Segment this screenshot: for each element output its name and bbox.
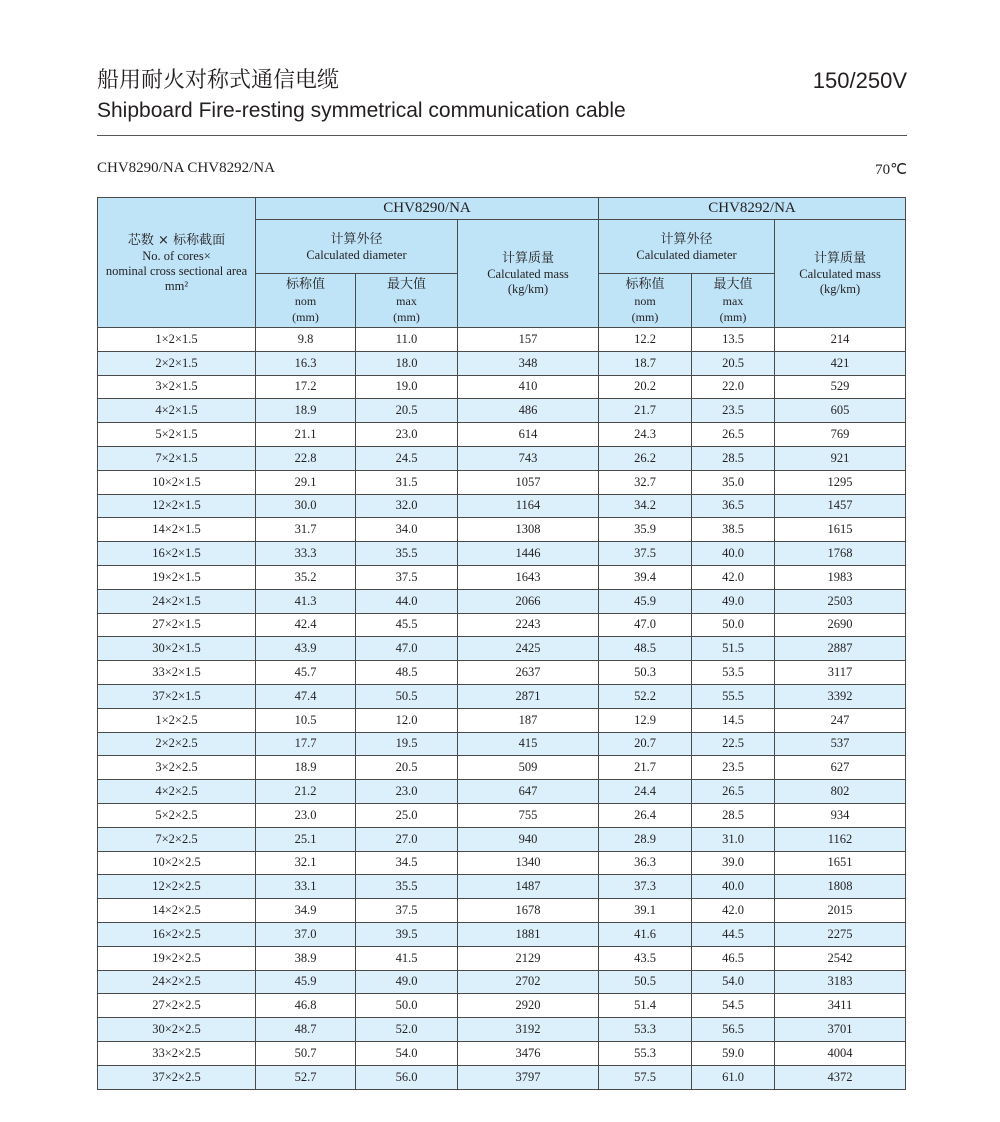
size-cell: 7×2×2.5 xyxy=(98,827,256,851)
mass-8292: 1295 xyxy=(775,470,906,494)
max-diameter-8290: 34.0 xyxy=(356,518,458,542)
mass-8290: 410 xyxy=(458,375,599,399)
size-cell: 2×2×2.5 xyxy=(98,732,256,756)
nom-diameter-8292: 24.3 xyxy=(599,423,692,447)
nom-diameter-8292: 53.3 xyxy=(599,1018,692,1042)
max-diameter-8292: 51.5 xyxy=(692,637,775,661)
mass-8292: 1808 xyxy=(775,875,906,899)
table-row xyxy=(98,684,906,708)
max-diameter-8290: 34.5 xyxy=(356,851,458,875)
nom-diameter-8290: 10.5 xyxy=(256,708,356,732)
mass-8290: 1643 xyxy=(458,565,599,589)
size-cell: 33×2×2.5 xyxy=(98,1041,256,1065)
mass-8290: 486 xyxy=(458,399,599,423)
max-diameter-8290: 19.0 xyxy=(356,375,458,399)
max-diameter-8292: 42.0 xyxy=(692,899,775,923)
nom-diameter-8290: 43.9 xyxy=(256,637,356,661)
nom-diameter-8290: 29.1 xyxy=(256,470,356,494)
table-row xyxy=(98,708,906,732)
nom-diameter-8292: 37.5 xyxy=(599,542,692,566)
max-diameter-8292: 23.5 xyxy=(692,399,775,423)
max-diameter-8292: 22.5 xyxy=(692,732,775,756)
nom-diameter-8290: 18.9 xyxy=(256,399,356,423)
mass-8290: 2871 xyxy=(458,684,599,708)
size-cell: 3×2×2.5 xyxy=(98,756,256,780)
max-diameter-8292: 36.5 xyxy=(692,494,775,518)
max-diameter-8292: 31.0 xyxy=(692,827,775,851)
mass-8290: 2243 xyxy=(458,613,599,637)
mass-8290: 509 xyxy=(458,756,599,780)
nom-diameter-8292: 26.4 xyxy=(599,803,692,827)
mass-8290: 1164 xyxy=(458,494,599,518)
mass-8290: 2702 xyxy=(458,970,599,994)
nom-diameter-8290: 45.7 xyxy=(256,661,356,685)
mass-8292: 1983 xyxy=(775,565,906,589)
table-row xyxy=(98,375,906,399)
nom-diameter-8292: 21.7 xyxy=(599,399,692,423)
size-cell: 7×2×1.5 xyxy=(98,446,256,470)
max-diameter-8290: 37.5 xyxy=(356,899,458,923)
max-diameter-8292: 22.0 xyxy=(692,375,775,399)
table-row xyxy=(98,542,906,566)
mass-8292: 1615 xyxy=(775,518,906,542)
table-row xyxy=(98,946,906,970)
max-diameter-8290: 35.5 xyxy=(356,542,458,566)
table-row xyxy=(98,637,906,661)
diameter-header-8292: 计算外径 Calculated diameter xyxy=(599,220,775,274)
mass-8292: 1162 xyxy=(775,827,906,851)
size-cell: 3×2×1.5 xyxy=(98,375,256,399)
group-header-8290: CHV8290/NA xyxy=(256,198,599,220)
max-diameter-8290: 20.5 xyxy=(356,756,458,780)
table-row xyxy=(98,780,906,804)
mass-8290: 647 xyxy=(458,780,599,804)
mass-8292: 769 xyxy=(775,423,906,447)
max-diameter-8292: 49.0 xyxy=(692,589,775,613)
size-cell: 30×2×1.5 xyxy=(98,637,256,661)
size-cell: 5×2×2.5 xyxy=(98,803,256,827)
diameter-header-8290: 计算外径 Calculated diameter xyxy=(256,220,458,274)
max-diameter-8290: 24.5 xyxy=(356,446,458,470)
mass-8290: 1057 xyxy=(458,470,599,494)
mass-8292: 921 xyxy=(775,446,906,470)
mass-8292: 627 xyxy=(775,756,906,780)
max-diameter-8292: 39.0 xyxy=(692,851,775,875)
max-diameter-8290: 35.5 xyxy=(356,875,458,899)
nom-diameter-8290: 52.7 xyxy=(256,1065,356,1089)
table-row xyxy=(98,518,906,542)
max-diameter-8290: 20.5 xyxy=(356,399,458,423)
nom-diameter-8292: 48.5 xyxy=(599,637,692,661)
size-cell: 4×2×2.5 xyxy=(98,780,256,804)
nom-diameter-8290: 34.9 xyxy=(256,899,356,923)
max-diameter-8292: 56.5 xyxy=(692,1018,775,1042)
mass-8290: 2637 xyxy=(458,661,599,685)
table-row xyxy=(98,494,906,518)
size-cell: 33×2×1.5 xyxy=(98,661,256,685)
table-row xyxy=(98,399,906,423)
nom-diameter-8292: 26.2 xyxy=(599,446,692,470)
max-diameter-8290: 44.0 xyxy=(356,589,458,613)
nom-diameter-8292: 37.3 xyxy=(599,875,692,899)
page-title-en: Shipboard Fire-resting symmetrical communication cable xyxy=(97,99,626,122)
mass-8292: 4004 xyxy=(775,1041,906,1065)
size-cell: 2×2×1.5 xyxy=(98,351,256,375)
max-diameter-8290: 50.0 xyxy=(356,994,458,1018)
table-row xyxy=(98,899,906,923)
mass-8292: 4372 xyxy=(775,1065,906,1089)
nom-diameter-8290: 35.2 xyxy=(256,565,356,589)
model-codes: CHV8290/NA CHV8292/NA xyxy=(97,160,275,176)
mass-header-8292: 计算质量 Calculated mass (kg/km) xyxy=(775,220,906,328)
max-diameter-8292: 28.5 xyxy=(692,803,775,827)
mass-8292: 1651 xyxy=(775,851,906,875)
nom-diameter-8292: 18.7 xyxy=(599,351,692,375)
size-cell: 5×2×1.5 xyxy=(98,423,256,447)
nom-diameter-8290: 30.0 xyxy=(256,494,356,518)
max-diameter-8292: 53.5 xyxy=(692,661,775,685)
mass-8292: 214 xyxy=(775,328,906,352)
nom-diameter-8290: 45.9 xyxy=(256,970,356,994)
nom-header-8290: 标称值 nom (mm) xyxy=(256,274,356,328)
max-diameter-8292: 42.0 xyxy=(692,565,775,589)
max-diameter-8292: 28.5 xyxy=(692,446,775,470)
nom-diameter-8292: 57.5 xyxy=(599,1065,692,1089)
table-row xyxy=(98,351,906,375)
size-cell: 12×2×1.5 xyxy=(98,494,256,518)
mass-8292: 3701 xyxy=(775,1018,906,1042)
nom-diameter-8292: 39.4 xyxy=(599,565,692,589)
size-cell: 16×2×1.5 xyxy=(98,542,256,566)
max-diameter-8290: 27.0 xyxy=(356,827,458,851)
max-diameter-8290: 25.0 xyxy=(356,803,458,827)
max-diameter-8292: 54.0 xyxy=(692,970,775,994)
max-diameter-8292: 55.5 xyxy=(692,684,775,708)
max-diameter-8290: 18.0 xyxy=(356,351,458,375)
size-cell: 19×2×1.5 xyxy=(98,565,256,589)
table-row xyxy=(98,328,906,352)
nom-diameter-8290: 38.9 xyxy=(256,946,356,970)
max-diameter-8292: 46.5 xyxy=(692,946,775,970)
table-row xyxy=(98,446,906,470)
max-diameter-8292: 38.5 xyxy=(692,518,775,542)
table-row xyxy=(98,565,906,589)
nom-diameter-8290: 21.1 xyxy=(256,423,356,447)
mass-8290: 3192 xyxy=(458,1018,599,1042)
nom-diameter-8290: 21.2 xyxy=(256,780,356,804)
nom-diameter-8290: 48.7 xyxy=(256,1018,356,1042)
mass-8290: 348 xyxy=(458,351,599,375)
size-cell: 24×2×2.5 xyxy=(98,970,256,994)
nom-diameter-8290: 33.3 xyxy=(256,542,356,566)
max-diameter-8292: 26.5 xyxy=(692,423,775,447)
max-diameter-8292: 54.5 xyxy=(692,994,775,1018)
nom-diameter-8292: 50.3 xyxy=(599,661,692,685)
size-cell: 27×2×2.5 xyxy=(98,994,256,1018)
size-cell: 10×2×2.5 xyxy=(98,851,256,875)
table-body xyxy=(98,328,906,1090)
mass-8290: 1487 xyxy=(458,875,599,899)
nom-diameter-8292: 20.2 xyxy=(599,375,692,399)
max-diameter-8292: 50.0 xyxy=(692,613,775,637)
max-diameter-8292: 40.0 xyxy=(692,542,775,566)
table-row xyxy=(98,1065,906,1089)
size-cell: 16×2×2.5 xyxy=(98,922,256,946)
nom-diameter-8292: 45.9 xyxy=(599,589,692,613)
mass-8292: 2542 xyxy=(775,946,906,970)
size-cell: 27×2×1.5 xyxy=(98,613,256,637)
nom-diameter-8292: 43.5 xyxy=(599,946,692,970)
mass-8290: 755 xyxy=(458,803,599,827)
nom-diameter-8292: 28.9 xyxy=(599,827,692,851)
mass-8292: 2015 xyxy=(775,899,906,923)
size-cell: 37×2×2.5 xyxy=(98,1065,256,1089)
table-row xyxy=(98,851,906,875)
mass-8292: 537 xyxy=(775,732,906,756)
table-row xyxy=(98,970,906,994)
nom-diameter-8290: 37.0 xyxy=(256,922,356,946)
nom-diameter-8290: 17.7 xyxy=(256,732,356,756)
max-diameter-8292: 44.5 xyxy=(692,922,775,946)
nom-diameter-8290: 31.7 xyxy=(256,518,356,542)
mass-8292: 421 xyxy=(775,351,906,375)
nom-diameter-8290: 42.4 xyxy=(256,613,356,637)
nom-diameter-8290: 50.7 xyxy=(256,1041,356,1065)
mass-8292: 2503 xyxy=(775,589,906,613)
mass-8290: 1881 xyxy=(458,922,599,946)
size-cell: 10×2×1.5 xyxy=(98,470,256,494)
size-cell: 1×2×2.5 xyxy=(98,708,256,732)
mass-8292: 247 xyxy=(775,708,906,732)
page-header xyxy=(97,66,907,126)
nom-diameter-8292: 35.9 xyxy=(599,518,692,542)
nom-diameter-8290: 18.9 xyxy=(256,756,356,780)
table-row xyxy=(98,756,906,780)
nom-diameter-8292: 21.7 xyxy=(599,756,692,780)
nom-diameter-8292: 47.0 xyxy=(599,613,692,637)
nom-diameter-8292: 41.6 xyxy=(599,922,692,946)
mass-8290: 614 xyxy=(458,423,599,447)
mass-header-8290: 计算质量 Calculated mass (kg/km) xyxy=(458,220,599,328)
max-diameter-8290: 11.0 xyxy=(356,328,458,352)
voltage-rating: 150/250V xyxy=(812,68,907,93)
table-row xyxy=(98,1018,906,1042)
mass-8292: 2275 xyxy=(775,922,906,946)
table-row xyxy=(98,922,906,946)
table-row xyxy=(98,732,906,756)
mass-8292: 3183 xyxy=(775,970,906,994)
size-cell: 4×2×1.5 xyxy=(98,399,256,423)
nom-diameter-8290: 33.1 xyxy=(256,875,356,899)
mass-8290: 1678 xyxy=(458,899,599,923)
max-diameter-8290: 45.5 xyxy=(356,613,458,637)
max-diameter-8290: 56.0 xyxy=(356,1065,458,1089)
nom-header-8292: 标称值 nom (mm) xyxy=(599,274,692,328)
max-diameter-8292: 13.5 xyxy=(692,328,775,352)
mass-8290: 2066 xyxy=(458,589,599,613)
mass-8290: 1340 xyxy=(458,851,599,875)
nom-diameter-8292: 52.2 xyxy=(599,684,692,708)
size-cell: 12×2×2.5 xyxy=(98,875,256,899)
mass-8290: 743 xyxy=(458,446,599,470)
mass-8290: 940 xyxy=(458,827,599,851)
max-diameter-8290: 12.0 xyxy=(356,708,458,732)
size-cell: 19×2×2.5 xyxy=(98,946,256,970)
nom-diameter-8290: 32.1 xyxy=(256,851,356,875)
mass-8290: 157 xyxy=(458,328,599,352)
mass-8290: 2425 xyxy=(458,637,599,661)
mass-8292: 2887 xyxy=(775,637,906,661)
table-row xyxy=(98,827,906,851)
max-diameter-8290: 49.0 xyxy=(356,970,458,994)
nom-diameter-8290: 16.3 xyxy=(256,351,356,375)
table-row xyxy=(98,589,906,613)
max-diameter-8292: 40.0 xyxy=(692,875,775,899)
max-header-8290: 最大值 max (mm) xyxy=(356,274,458,328)
size-cell: 14×2×1.5 xyxy=(98,518,256,542)
nom-diameter-8290: 41.3 xyxy=(256,589,356,613)
mass-8290: 3797 xyxy=(458,1065,599,1089)
table-row xyxy=(98,875,906,899)
mass-8290: 1308 xyxy=(458,518,599,542)
max-diameter-8290: 52.0 xyxy=(356,1018,458,1042)
table-row xyxy=(98,661,906,685)
temperature-rating: 70℃ xyxy=(875,162,907,178)
mass-8290: 415 xyxy=(458,732,599,756)
max-diameter-8290: 37.5 xyxy=(356,565,458,589)
mass-8290: 187 xyxy=(458,708,599,732)
mass-8292: 1457 xyxy=(775,494,906,518)
mass-8292: 605 xyxy=(775,399,906,423)
table-row xyxy=(98,1041,906,1065)
nom-diameter-8292: 12.2 xyxy=(599,328,692,352)
nom-diameter-8290: 47.4 xyxy=(256,684,356,708)
max-diameter-8290: 54.0 xyxy=(356,1041,458,1065)
max-diameter-8292: 14.5 xyxy=(692,708,775,732)
mass-8292: 802 xyxy=(775,780,906,804)
max-diameter-8290: 23.0 xyxy=(356,423,458,447)
mass-8290: 2920 xyxy=(458,994,599,1018)
nom-diameter-8292: 24.4 xyxy=(599,780,692,804)
mass-8292: 3411 xyxy=(775,994,906,1018)
max-diameter-8290: 39.5 xyxy=(356,922,458,946)
max-diameter-8290: 31.5 xyxy=(356,470,458,494)
size-cell: 24×2×1.5 xyxy=(98,589,256,613)
nom-diameter-8292: 39.1 xyxy=(599,899,692,923)
max-diameter-8290: 41.5 xyxy=(356,946,458,970)
mass-8290: 1446 xyxy=(458,542,599,566)
page-title-cn: 船用耐火对称式通信电缆 xyxy=(97,68,340,93)
mass-8290: 3476 xyxy=(458,1041,599,1065)
size-cell: 14×2×2.5 xyxy=(98,899,256,923)
max-diameter-8292: 20.5 xyxy=(692,351,775,375)
nom-diameter-8292: 51.4 xyxy=(599,994,692,1018)
max-diameter-8292: 61.0 xyxy=(692,1065,775,1089)
max-diameter-8292: 59.0 xyxy=(692,1041,775,1065)
mass-8292: 3117 xyxy=(775,661,906,685)
nom-diameter-8292: 12.9 xyxy=(599,708,692,732)
nom-diameter-8292: 32.7 xyxy=(599,470,692,494)
nom-diameter-8292: 20.7 xyxy=(599,732,692,756)
nom-diameter-8290: 46.8 xyxy=(256,994,356,1018)
max-diameter-8292: 26.5 xyxy=(692,780,775,804)
group-header-8292: CHV8292/NA xyxy=(599,198,906,220)
nom-diameter-8290: 25.1 xyxy=(256,827,356,851)
max-diameter-8290: 19.5 xyxy=(356,732,458,756)
table-row xyxy=(98,803,906,827)
max-header-8292: 最大值 max (mm) xyxy=(692,274,775,328)
nom-diameter-8292: 55.3 xyxy=(599,1041,692,1065)
mass-8292: 3392 xyxy=(775,684,906,708)
table-row xyxy=(98,470,906,494)
mass-8292: 934 xyxy=(775,803,906,827)
mass-8290: 2129 xyxy=(458,946,599,970)
nom-diameter-8290: 23.0 xyxy=(256,803,356,827)
nom-diameter-8290: 22.8 xyxy=(256,446,356,470)
size-cell: 1×2×1.5 xyxy=(98,328,256,352)
size-cell: 37×2×1.5 xyxy=(98,684,256,708)
spec-table xyxy=(97,197,906,1090)
nom-diameter-8292: 34.2 xyxy=(599,494,692,518)
mass-8292: 2690 xyxy=(775,613,906,637)
nom-diameter-8290: 9.8 xyxy=(256,328,356,352)
header-divider xyxy=(97,135,907,136)
max-diameter-8290: 47.0 xyxy=(356,637,458,661)
size-header: 芯数 × 标称截面 No. of cores× nominal cross sectional area mm² xyxy=(98,198,256,328)
max-diameter-8292: 35.0 xyxy=(692,470,775,494)
nom-diameter-8292: 50.5 xyxy=(599,970,692,994)
max-diameter-8292: 23.5 xyxy=(692,756,775,780)
size-cell: 30×2×2.5 xyxy=(98,1018,256,1042)
max-diameter-8290: 48.5 xyxy=(356,661,458,685)
table-row xyxy=(98,613,906,637)
table-row xyxy=(98,994,906,1018)
max-diameter-8290: 50.5 xyxy=(356,684,458,708)
max-diameter-8290: 23.0 xyxy=(356,780,458,804)
nom-diameter-8292: 36.3 xyxy=(599,851,692,875)
nom-diameter-8290: 17.2 xyxy=(256,375,356,399)
max-diameter-8290: 32.0 xyxy=(356,494,458,518)
mass-8292: 1768 xyxy=(775,542,906,566)
table-row xyxy=(98,423,906,447)
mass-8292: 529 xyxy=(775,375,906,399)
